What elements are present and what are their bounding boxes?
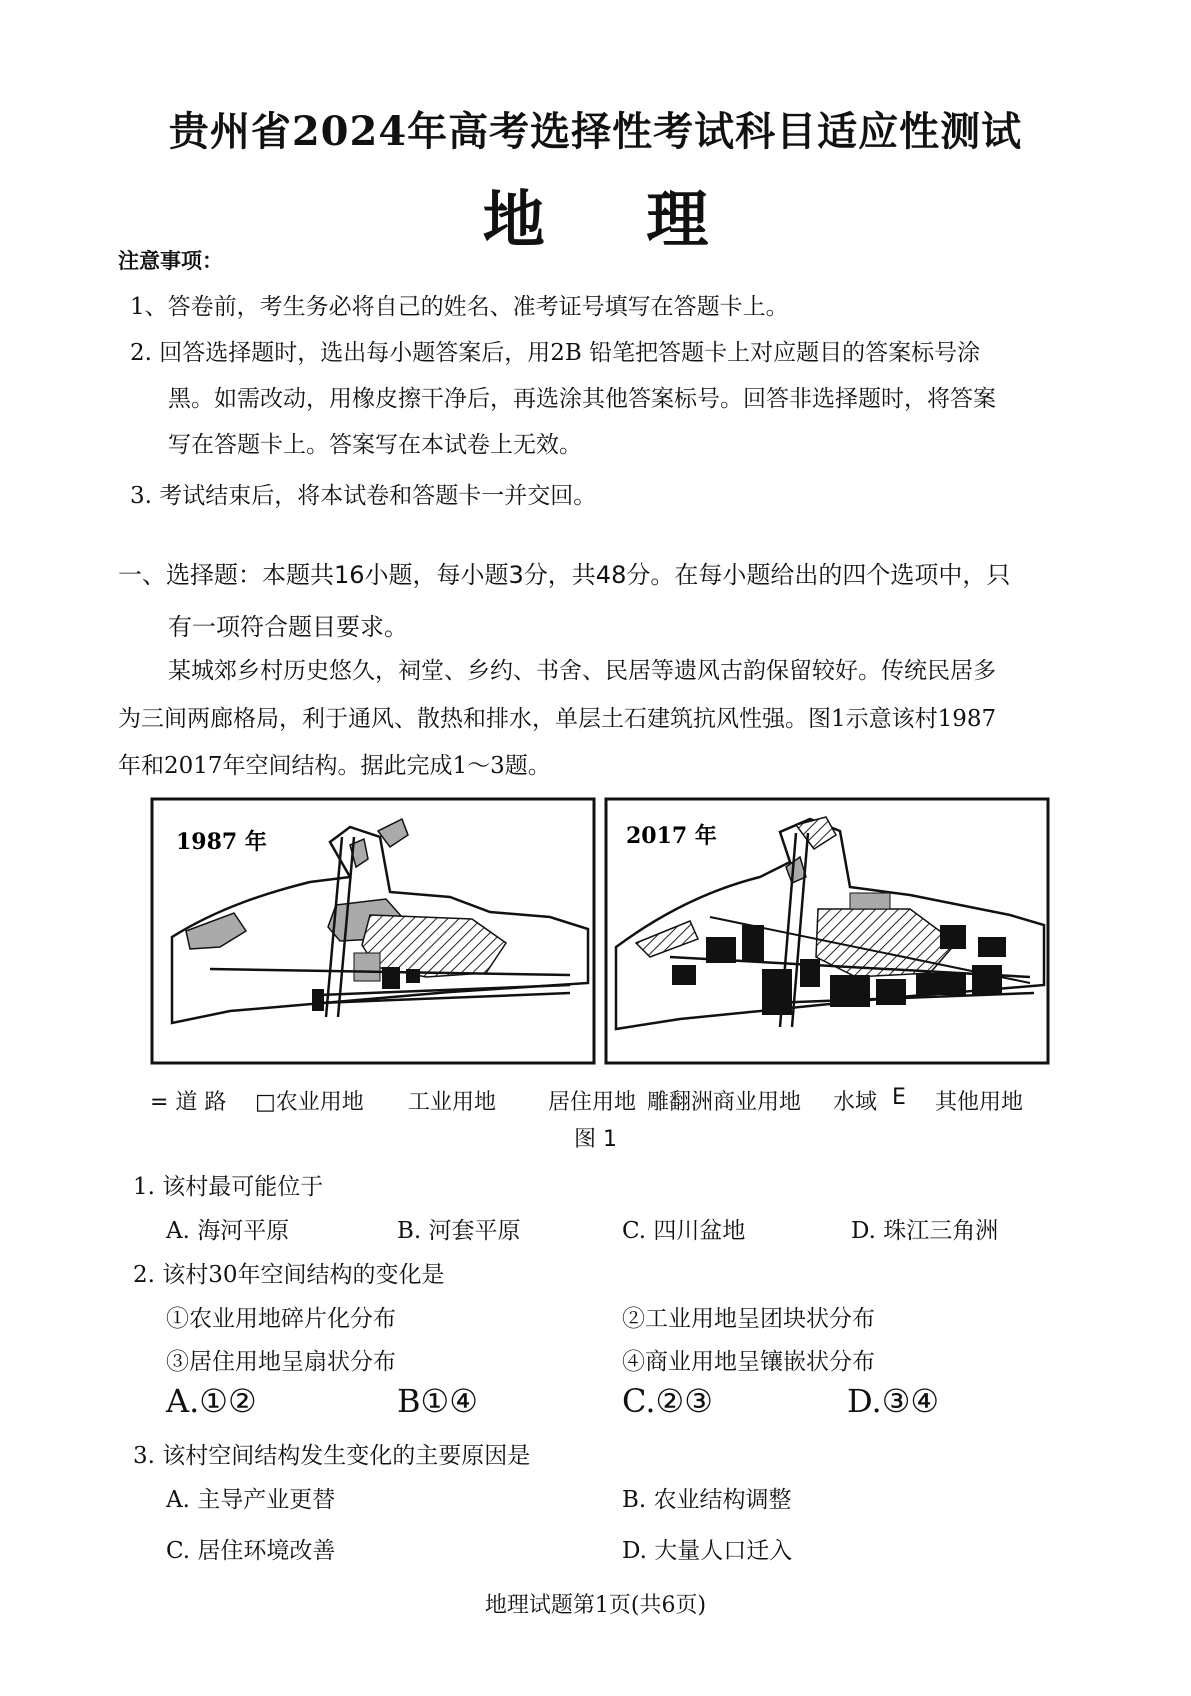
- q2-statement-4: ④商业用地呈镶嵌状分布: [622, 1349, 875, 1375]
- exam-title: 贵州省2024年高考选择性考试科目适应性测试: [168, 108, 1023, 155]
- q3-option-c: C. 居住环境改善: [166, 1538, 336, 1564]
- q2-statement-3: ③居住用地呈扇状分布: [166, 1349, 396, 1375]
- q2-option-a: A.①②: [166, 1382, 257, 1420]
- passage-line: 年和2017年空间结构。据此完成1～3题。: [118, 753, 551, 779]
- q3-option-a: A. 主导产业更替: [166, 1487, 336, 1513]
- q2-option-b: B①④: [397, 1382, 478, 1420]
- q3-stem: 3. 该村空间结构发生变化的主要原因是: [133, 1443, 531, 1469]
- q1-stem: 1. 该村最可能位于: [133, 1174, 324, 1200]
- q1-option-a: A. 海河平原: [166, 1218, 290, 1244]
- passage-line: 为三间两廊格局，利于通风、散热和排水，单层土石建筑抗风性强。图1示意该村1987: [118, 706, 997, 732]
- q1-option-b: B. 河套平原: [397, 1218, 521, 1244]
- q2-statement-1: ①农业用地碎片化分布: [166, 1306, 396, 1332]
- legend-commercial: 商业用地: [713, 1090, 802, 1115]
- q2-stem: 2. 该村30年空间结构的变化是: [133, 1262, 445, 1288]
- legend-industry: 工业用地: [408, 1090, 497, 1115]
- section-heading: 一、选择题：本题共16小题，每小题3分，共48分。在每小题给出的四个选项中，只: [118, 561, 1011, 589]
- legend-residential: 居住用地: [548, 1090, 637, 1115]
- q2-option-d: D.③④: [847, 1382, 940, 1420]
- note-line: 黑。如需改动，用橡皮擦干净后，再选涂其他答案标号。回答非选择题时，将答案: [168, 386, 996, 412]
- q3-option-d: D. 大量人口迁入: [622, 1538, 793, 1564]
- legend-road: = 道 路: [150, 1090, 227, 1115]
- note-line: 1、答卷前，考生务必将自己的姓名、准考证号填写在答题卡上。: [130, 294, 789, 320]
- note-line: 写在答题卡上。答案写在本试卷上无效。: [168, 432, 582, 458]
- q2-option-c: C.②③: [622, 1382, 713, 1420]
- note-line: 2. 回答选择题时，选出每小题答案后，用2B 铅笔把答题卡上对应题目的答案标号涂: [130, 340, 981, 366]
- section-heading-cont: 有一项符合题目要求。: [168, 613, 408, 641]
- legend-commercial-mark: 雕翻洲: [647, 1090, 714, 1115]
- notes-heading: 注意事项：: [118, 249, 223, 273]
- map2-label: 2017 年: [626, 823, 717, 849]
- note-line: 3. 考试结束后，将本试卷和答题卡一并交回。: [130, 483, 597, 509]
- figure-caption: 图 1: [574, 1127, 617, 1152]
- q1-option-d: D. 珠江三角洲: [851, 1218, 999, 1244]
- legend-other: 其他用地: [935, 1090, 1024, 1115]
- q3-option-b: B. 农业结构调整: [622, 1487, 792, 1513]
- legend-water-mark: E: [892, 1085, 906, 1110]
- passage-line: 某城郊乡村历史悠久，祠堂、乡约、书舍、民居等遗风古韵保留较好。传统民居多: [168, 658, 996, 684]
- subject-title: 地 理: [482, 183, 749, 256]
- figure-maps: [150, 797, 1050, 1067]
- legend-water: 水域: [833, 1090, 878, 1115]
- q2-statement-2: ②工业用地呈团块状分布: [622, 1306, 875, 1332]
- map1-label: 1987 年: [176, 829, 267, 855]
- legend-agri: □农业用地: [255, 1090, 364, 1115]
- q1-option-c: C. 四川盆地: [622, 1218, 746, 1244]
- page-footer: 地理试题第1页(共6页): [484, 1593, 707, 1618]
